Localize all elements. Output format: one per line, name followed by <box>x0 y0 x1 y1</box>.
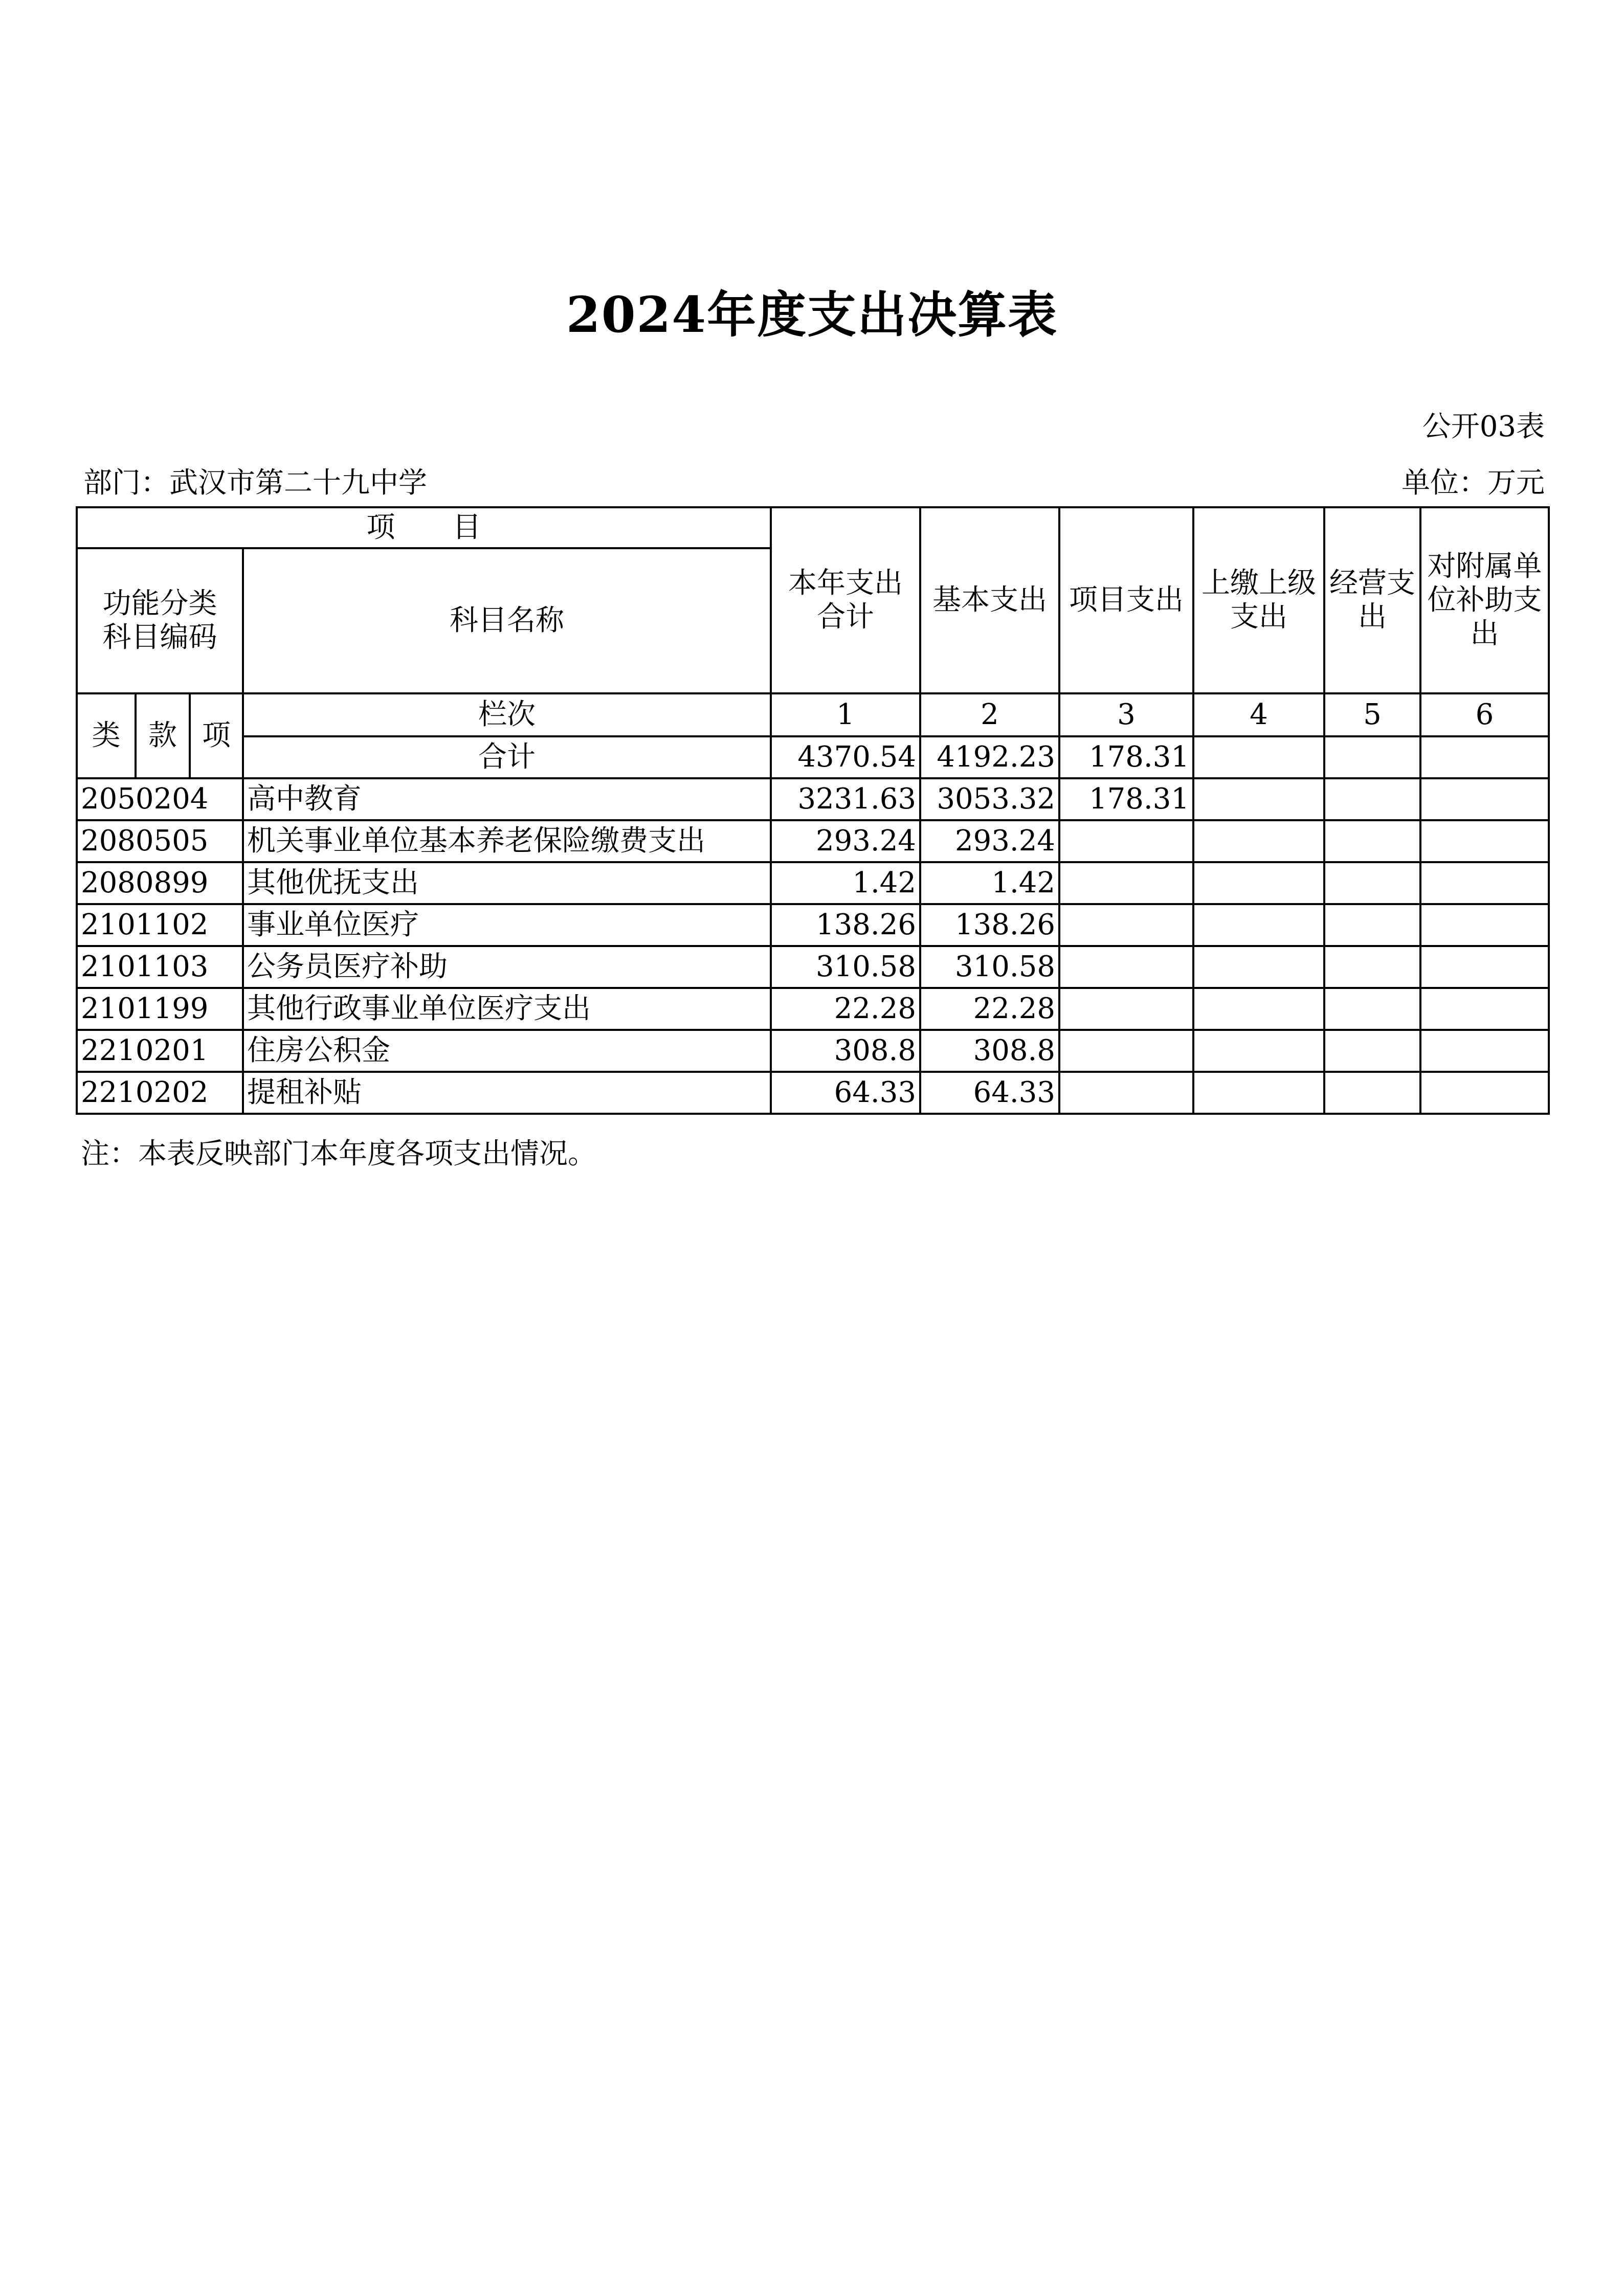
header-lei: 类 <box>77 693 136 778</box>
table-row <box>77 1030 1549 1072</box>
header-subject-name: 科目名称 <box>243 548 771 693</box>
header-col-business: 经营支出 <box>1324 507 1420 693</box>
header-item: 项 目 <box>77 507 771 548</box>
row-project <box>1059 988 1193 1030</box>
table-row <box>77 1072 1549 1114</box>
col-number-2: 2 <box>920 693 1059 736</box>
row-business <box>1324 946 1420 988</box>
row-total: 293.24 <box>771 820 920 862</box>
row-name: 机关事业单位基本养老保险缴费支出 <box>243 820 771 862</box>
header-lanci: 栏次 <box>243 693 771 736</box>
table-row <box>77 820 1549 862</box>
row-project <box>1059 904 1193 946</box>
col-number-4: 4 <box>1193 693 1324 736</box>
row-total: 308.8 <box>771 1030 920 1072</box>
col-number-1: 1 <box>771 693 920 736</box>
row-total: 310.58 <box>771 946 920 988</box>
row-subsidy <box>1420 904 1549 946</box>
total-subsidy <box>1420 736 1549 778</box>
row-subsidy <box>1420 1030 1549 1072</box>
header-xiang: 项 <box>190 693 243 778</box>
col-number-5: 5 <box>1324 693 1420 736</box>
col-number-3: 3 <box>1059 693 1193 736</box>
row-upper <box>1193 862 1324 904</box>
expenditure-table <box>76 506 1550 1115</box>
table-note: 注：本表反映部门本年度各项支出情况。 <box>81 1137 596 1170</box>
row-project <box>1059 862 1193 904</box>
row-business <box>1324 988 1420 1030</box>
row-upper <box>1193 778 1324 820</box>
row-code: 2080505 <box>77 820 243 862</box>
header-col-total: 本年支出合计 <box>771 507 920 693</box>
row-subsidy <box>1420 862 1549 904</box>
table-row <box>77 778 1549 820</box>
row-project <box>1059 946 1193 988</box>
row-upper <box>1193 1030 1324 1072</box>
row-upper <box>1193 946 1324 988</box>
row-subsidy <box>1420 1072 1549 1114</box>
col-number-6: 6 <box>1420 693 1549 736</box>
row-name: 高中教育 <box>243 778 771 820</box>
row-upper <box>1193 820 1324 862</box>
row-business <box>1324 820 1420 862</box>
row-basic: 3053.32 <box>920 778 1059 820</box>
row-project: 178.31 <box>1059 778 1193 820</box>
row-code: 2101103 <box>77 946 243 988</box>
total-basic: 4192.23 <box>920 736 1059 778</box>
row-code: 2210201 <box>77 1030 243 1072</box>
row-upper <box>1193 1072 1324 1114</box>
row-name: 事业单位医疗 <box>243 904 771 946</box>
row-basic: 138.26 <box>920 904 1059 946</box>
row-project <box>1059 1072 1193 1114</box>
total-total: 4370.54 <box>771 736 920 778</box>
row-name: 公务员医疗补助 <box>243 946 771 988</box>
row-total: 3231.63 <box>771 778 920 820</box>
row-name: 其他行政事业单位医疗支出 <box>243 988 771 1030</box>
row-total: 138.26 <box>771 904 920 946</box>
row-name: 提租补贴 <box>243 1072 771 1114</box>
table-row <box>77 904 1549 946</box>
row-basic: 293.24 <box>920 820 1059 862</box>
row-project <box>1059 1030 1193 1072</box>
row-subsidy <box>1420 946 1549 988</box>
unit-label: 单位：万元 <box>1401 466 1545 500</box>
row-business <box>1324 862 1420 904</box>
table-row <box>77 946 1549 988</box>
row-subsidy <box>1420 988 1549 1030</box>
total-business <box>1324 736 1420 778</box>
row-code: 2050204 <box>77 778 243 820</box>
row-basic: 308.8 <box>920 1030 1059 1072</box>
row-code: 2101102 <box>77 904 243 946</box>
row-code: 2101199 <box>77 988 243 1030</box>
page-title: 2024年度支出决算表 <box>566 286 1058 344</box>
row-total: 1.42 <box>771 862 920 904</box>
row-code: 2080899 <box>77 862 243 904</box>
table-row <box>77 988 1549 1030</box>
department-label: 部门：武汉市第二十九中学 <box>83 466 427 500</box>
row-basic: 1.42 <box>920 862 1059 904</box>
total-row <box>77 736 1549 778</box>
header-col-project: 项目支出 <box>1059 507 1193 693</box>
row-upper <box>1193 904 1324 946</box>
table-row <box>77 862 1549 904</box>
header-col-upper: 上缴上级支出 <box>1193 507 1324 693</box>
row-basic: 22.28 <box>920 988 1059 1030</box>
total-upper <box>1193 736 1324 778</box>
header-kuan: 款 <box>136 693 190 778</box>
row-business <box>1324 1030 1420 1072</box>
table-code: 公开03表 <box>1422 410 1545 443</box>
row-subsidy <box>1420 778 1549 820</box>
total-label: 合计 <box>243 736 771 778</box>
row-name: 其他优抚支出 <box>243 862 771 904</box>
header-col-subsidy: 对附属单位补助支出 <box>1420 507 1549 693</box>
row-basic: 310.58 <box>920 946 1059 988</box>
row-total: 64.33 <box>771 1072 920 1114</box>
row-name: 住房公积金 <box>243 1030 771 1072</box>
header-col-basic: 基本支出 <box>920 507 1059 693</box>
row-code: 2210202 <box>77 1072 243 1114</box>
row-upper <box>1193 988 1324 1030</box>
header-func-code: 功能分类科目编码 <box>77 548 243 693</box>
total-project: 178.31 <box>1059 736 1193 778</box>
row-total: 22.28 <box>771 988 920 1030</box>
row-business <box>1324 1072 1420 1114</box>
row-basic: 64.33 <box>920 1072 1059 1114</box>
row-business <box>1324 778 1420 820</box>
row-business <box>1324 904 1420 946</box>
row-subsidy <box>1420 820 1549 862</box>
row-project <box>1059 820 1193 862</box>
